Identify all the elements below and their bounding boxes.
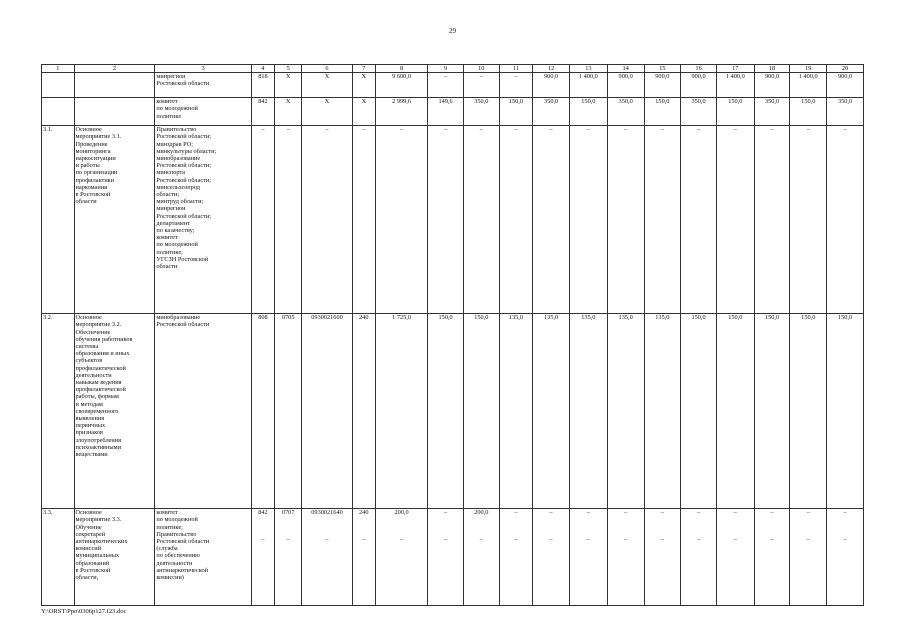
- value-text: 350,0: [837, 98, 853, 106]
- value-cell: [754, 509, 790, 606]
- value-cell: [790, 509, 827, 606]
- value-cell: [428, 314, 464, 509]
- value-text-second: –: [444, 536, 448, 544]
- value-cell: [607, 314, 644, 509]
- value-cell: [569, 314, 607, 509]
- value-text-second: –: [399, 536, 404, 544]
- table-row: [42, 126, 864, 314]
- value-text: 1 400,0: [578, 73, 598, 81]
- header-cell: 5: [275, 65, 302, 73]
- value-cell: [499, 126, 533, 314]
- value-cell: [499, 509, 533, 606]
- value-cell: [607, 98, 644, 126]
- value-text: 1 400,0: [725, 73, 745, 81]
- value-cell: [754, 73, 790, 98]
- value-cell: [499, 73, 533, 98]
- value-text: 900,0: [618, 73, 633, 81]
- header-cell: 12: [533, 65, 570, 73]
- header-cell: 15: [644, 65, 681, 73]
- value-cell: [251, 98, 274, 126]
- value-text-second: –: [660, 536, 664, 544]
- header-cell: 8: [375, 65, 427, 73]
- value-text: 0707: [281, 509, 295, 517]
- value-cell: [681, 126, 717, 314]
- value-cell: [302, 314, 352, 509]
- value-cell: [302, 509, 352, 606]
- header-cell: 7: [352, 65, 375, 73]
- value-cell: [716, 73, 754, 98]
- data-table: [41, 64, 864, 606]
- value-text: X: [285, 73, 291, 81]
- value-cell: [428, 126, 464, 314]
- executor: комитет по молодежной политике; Правительство Ростовской области (служба по обеспечению деятельности антинаркотической комиссии): [155, 509, 252, 606]
- value-cell: [275, 126, 302, 314]
- value-text-second: –: [697, 536, 701, 544]
- value-text: –: [624, 509, 628, 517]
- value-text-second: –: [261, 536, 265, 544]
- value-text: –: [479, 126, 483, 134]
- value-cell: [533, 98, 570, 126]
- value-cell: [375, 509, 427, 606]
- value-text-second: –: [770, 536, 774, 544]
- value-text: –: [697, 126, 701, 134]
- value-text: –: [660, 126, 664, 134]
- value-cell: [716, 314, 754, 509]
- value-cell: [754, 126, 790, 314]
- value-cell: [352, 509, 375, 606]
- file-path-footer: Y:\ORST\Ppo\0306p127.f23.doc: [41, 608, 127, 615]
- value-text: X: [324, 98, 330, 106]
- value-cell: [827, 126, 864, 314]
- value-text: –: [261, 126, 265, 134]
- executor: комитет по молодежной политике: [155, 98, 252, 126]
- value-text: 900,0: [655, 73, 670, 81]
- value-text: 900,0: [764, 73, 780, 81]
- value-text-second: –: [843, 536, 847, 544]
- value-cell: [644, 73, 681, 98]
- value-text: –: [514, 126, 518, 134]
- row-number: [42, 98, 75, 126]
- value-cell: [302, 98, 352, 126]
- value-cell: [251, 314, 274, 509]
- value-text: –: [399, 126, 404, 134]
- value-text: 150,0: [691, 314, 706, 322]
- value-cell: [790, 314, 827, 509]
- value-text: 150,0: [581, 98, 596, 106]
- header-cell: 6: [302, 65, 352, 73]
- value-text-second: –: [549, 536, 553, 544]
- value-cell: [569, 509, 607, 606]
- value-text: –: [770, 126, 774, 134]
- header-row: [42, 65, 864, 73]
- value-text: 350,0: [764, 98, 780, 106]
- value-text: 150,0: [728, 98, 743, 106]
- activity-name: Основное мероприятие 3.3. Обучение секретарей антинаркотических комиссий муниципальных образований в Ростовской области,: [74, 509, 155, 606]
- value-text: –: [549, 509, 553, 517]
- value-text-second: –: [586, 536, 590, 544]
- header-cell: 18: [754, 65, 790, 73]
- value-text: –: [514, 73, 518, 81]
- value-cell: [790, 73, 827, 98]
- value-text-second: –: [325, 536, 329, 544]
- value-text: –: [286, 126, 290, 134]
- value-text: 150,0: [837, 314, 853, 322]
- value-cell: [428, 73, 464, 98]
- value-cell: [275, 509, 302, 606]
- value-cell: [533, 509, 570, 606]
- value-text: –: [444, 73, 448, 81]
- value-text: –: [549, 126, 553, 134]
- activity-name: Основное мероприятие 3.2. Обеспечение обучения работников системы образования и иных субъектов профилактической деятельности навыкам ведения профилактической работы, формам и методам своевременного выявления первичных признаков злоупотребления психоактивными веществами: [74, 314, 155, 509]
- value-text: –: [770, 509, 774, 517]
- value-cell: [607, 73, 644, 98]
- value-cell: [375, 126, 427, 314]
- header-cell: 14: [607, 65, 644, 73]
- value-text: 150,0: [508, 98, 524, 106]
- table-row: [42, 509, 864, 606]
- value-text: –: [697, 509, 701, 517]
- executor: минрегион Ростовской области: [155, 73, 252, 98]
- value-text: –: [733, 126, 737, 134]
- header-cell: 16: [681, 65, 717, 73]
- header-cell: 3: [155, 65, 252, 73]
- value-text: 200,0: [474, 509, 489, 517]
- value-cell: [533, 73, 570, 98]
- value-cell: [251, 73, 274, 98]
- value-text: 900,0: [691, 73, 706, 81]
- value-text: –: [843, 509, 847, 517]
- header-cell: 4: [251, 65, 274, 73]
- value-text: 240: [359, 314, 369, 322]
- header-cell: 10: [463, 65, 499, 73]
- header-cell: 2: [74, 65, 155, 73]
- value-text: –: [586, 126, 590, 134]
- value-cell: [463, 98, 499, 126]
- value-text: –: [660, 509, 664, 517]
- value-text: –: [806, 509, 810, 517]
- header-cell: 17: [716, 65, 754, 73]
- value-text: 900,0: [544, 73, 559, 81]
- value-cell: [352, 126, 375, 314]
- value-text: 0705: [281, 314, 295, 322]
- activity-name: Основное мероприятие 3.1. Проведение мониторинга наркоситуации и работы по организации профилактики наркомании в Ростовской области: [74, 126, 155, 314]
- page-number: 29: [449, 27, 456, 35]
- row-number: 3.1.: [42, 126, 75, 314]
- value-text: –: [843, 126, 847, 134]
- value-text: –: [362, 126, 366, 134]
- value-text: 842: [258, 98, 268, 106]
- value-cell: [275, 73, 302, 98]
- value-cell: [681, 509, 717, 606]
- value-cell: [463, 126, 499, 314]
- value-text: 135,0: [618, 314, 633, 322]
- value-text-second: –: [733, 536, 737, 544]
- value-cell: [644, 314, 681, 509]
- value-text-second: –: [286, 536, 290, 544]
- value-text: 135,0: [655, 314, 670, 322]
- value-cell: [827, 314, 864, 509]
- value-text: 2 999,6: [392, 98, 411, 106]
- value-cell: [754, 314, 790, 509]
- value-text: 0930021600: [311, 314, 343, 322]
- value-cell: [827, 509, 864, 606]
- value-text: X: [361, 73, 367, 81]
- value-text: –: [624, 126, 628, 134]
- value-cell: [375, 98, 427, 126]
- row-number: [42, 73, 75, 98]
- value-cell: [716, 509, 754, 606]
- value-cell: [644, 126, 681, 314]
- value-cell: [827, 73, 864, 98]
- header-cell: 11: [499, 65, 533, 73]
- header-cell: 19: [790, 65, 827, 73]
- value-cell: [499, 98, 533, 126]
- value-text: –: [733, 509, 737, 517]
- value-cell: [644, 509, 681, 606]
- value-text: 150,0: [474, 314, 489, 322]
- value-cell: [428, 509, 464, 606]
- value-text: –: [325, 126, 329, 134]
- value-cell: [533, 314, 570, 509]
- header-cell: 9: [428, 65, 464, 73]
- value-cell: [302, 126, 352, 314]
- value-text-second: –: [362, 536, 366, 544]
- value-cell: [275, 314, 302, 509]
- executor: Правительство Ростовской области; минздрав РО; минкультуры области; минобразование Ростовской области; минспорта Ростовской области; минсельхозпрод области; минтруд области; минрегион Ростовской области; департамент по казачеству; комитет по молодежной политике; УГСЗН Ростовской области: [155, 126, 252, 314]
- value-text: 9 600,0: [392, 73, 411, 81]
- value-cell: [375, 73, 427, 98]
- value-text-second: –: [479, 536, 483, 544]
- header-cell: 20: [827, 65, 864, 73]
- value-cell: [352, 314, 375, 509]
- value-cell: [681, 314, 717, 509]
- value-cell: [644, 98, 681, 126]
- value-text: 1 400,0: [798, 73, 818, 81]
- value-text: 350,0: [474, 98, 489, 106]
- value-text: 350,0: [544, 98, 559, 106]
- value-cell: [716, 126, 754, 314]
- value-text: –: [586, 509, 590, 517]
- value-cell: [428, 98, 464, 126]
- value-cell: [375, 314, 427, 509]
- table-row: [42, 98, 864, 126]
- value-cell: [569, 73, 607, 98]
- value-cell: [827, 98, 864, 126]
- activity-name: [74, 73, 155, 98]
- value-cell: [533, 126, 570, 314]
- value-text: 150,0: [764, 314, 780, 322]
- table-row: [42, 73, 864, 98]
- value-cell: [681, 73, 717, 98]
- value-cell: [463, 73, 499, 98]
- value-text: 200,0: [394, 509, 409, 517]
- value-cell: [607, 126, 644, 314]
- value-text: 150,0: [801, 314, 816, 322]
- value-text: 150,0: [438, 314, 453, 322]
- value-text: 818: [258, 73, 268, 81]
- row-number: 3.2.: [42, 314, 75, 509]
- value-cell: [569, 98, 607, 126]
- value-text-second: –: [514, 536, 518, 544]
- value-cell: [275, 98, 302, 126]
- value-text-second: –: [624, 536, 628, 544]
- executor: минобразование Ростовской области: [155, 314, 252, 509]
- value-text: 135,0: [544, 314, 559, 322]
- value-text: 149,6: [438, 98, 453, 106]
- value-text: 350,0: [691, 98, 706, 106]
- value-text: –: [806, 126, 810, 134]
- value-cell: [463, 314, 499, 509]
- value-text: 150,0: [655, 98, 670, 106]
- value-text: 0930021640: [311, 509, 343, 517]
- value-text: 808: [258, 314, 268, 322]
- value-cell: [790, 98, 827, 126]
- value-cell: [569, 126, 607, 314]
- value-text: 842: [258, 509, 268, 517]
- value-text: 150,0: [728, 314, 743, 322]
- value-cell: [352, 98, 375, 126]
- value-text: –: [514, 509, 518, 517]
- value-text: X: [361, 98, 367, 106]
- value-text: 240: [359, 509, 369, 517]
- value-text: 135,0: [508, 314, 524, 322]
- value-cell: [251, 509, 274, 606]
- table-row: [42, 314, 864, 509]
- value-cell: [681, 98, 717, 126]
- value-cell: [251, 126, 274, 314]
- value-text: –: [444, 509, 448, 517]
- row-number: 3.3.: [42, 509, 75, 606]
- value-cell: [302, 73, 352, 98]
- value-text: 1 725,0: [392, 314, 411, 322]
- value-text: 900,0: [837, 73, 853, 81]
- value-text: X: [324, 73, 330, 81]
- header-cell: 1: [42, 65, 75, 73]
- activity-name: [74, 98, 155, 126]
- value-text: 135,0: [581, 314, 596, 322]
- value-cell: [754, 98, 790, 126]
- value-cell: [499, 314, 533, 509]
- value-cell: [463, 509, 499, 606]
- value-text: 150,0: [801, 98, 816, 106]
- value-text-second: –: [806, 536, 810, 544]
- value-text: –: [479, 73, 483, 81]
- value-text: 350,0: [618, 98, 633, 106]
- value-cell: [607, 509, 644, 606]
- value-cell: [352, 73, 375, 98]
- value-text: X: [285, 98, 291, 106]
- value-cell: [790, 126, 827, 314]
- header-cell: 13: [569, 65, 607, 73]
- value-text: –: [444, 126, 448, 134]
- value-cell: [716, 98, 754, 126]
